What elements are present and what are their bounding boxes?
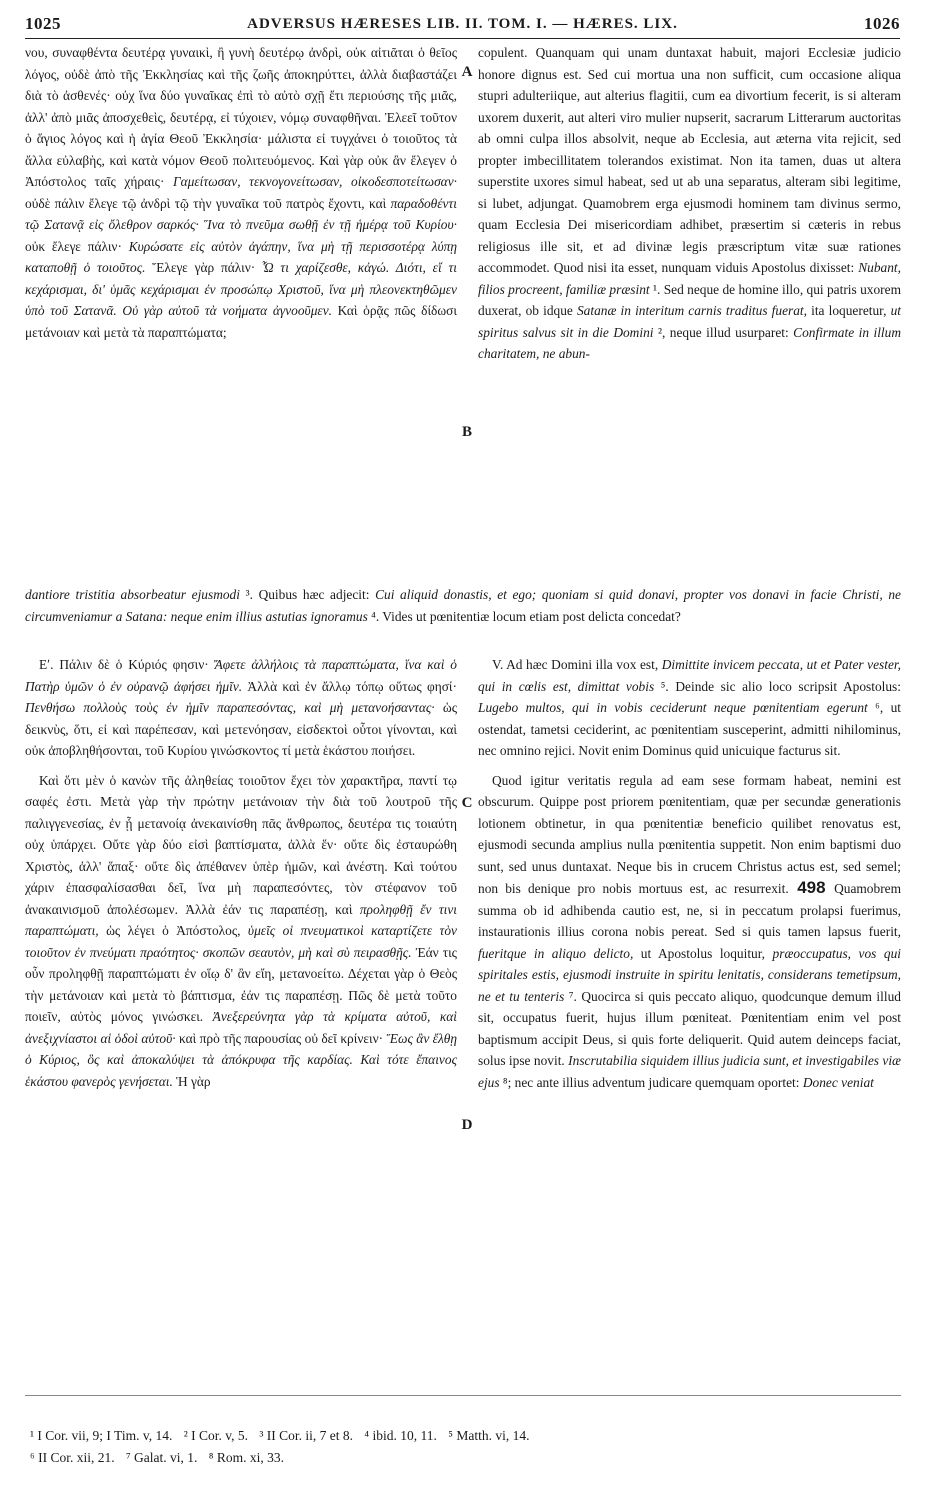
greek-column-lower xyxy=(25,654,457,1092)
latin-paragraph-1: copulent. Quanquam qui unam duntaxat habuit, majori Ecclesiæ judicio honore dignus est. Sed cui mortua una non sufficit, cum occasione aliqua stupri adulteriique, aut alterius flagitii, cum ea divortium fecerit, is si alteram uxorem duxerit, aut alteri viro mulier nupserit, sacrarum Litterarum auctoritas ab omni culpa illos absolvit, neque ab Ecclesia, aut æterna vita rejicit, sed propter imbecillitatem tolerandos existimat. Non ita tamen, duas ut altera superstite uxores simul habeat, sed ut ab una separatus, alteram sibi legitime, si lubet, adjungat. Quamobrem erga ejusmodi hominem tam divinus sermo, quam Ecclesia Dei misericordiam adhibet, præsertim si cæteris in rebus religiosus ille sit, et ad divinæ legis præscriptum vitæ suæ rationes accommodet. Quod nisi ita esset, nunquam viduis Apostolus dixisset: Nubant, filios procreent, familiæ præsint ¹. Sed neque de homine illo, qui patris uxorem duxerat, ob idque Satanæ in interitum carnis traditus fuerat, ita loqueretur, ut spiritus salvus sit in die Domini ², neque illud usurparet: Confirmate in illum charitatem, ne abun- xyxy=(478,45,902,361)
footnote-1: ¹ I Cor. vii, 9; I Tim. v, 14. xyxy=(30,1428,173,1443)
footnote-7: ⁷ Galat. vi, 1. xyxy=(125,1450,198,1465)
greek-paragraph-2: Εʹ. Πάλιν δὲ ὁ Κύριός φησιν· Ἄφετε ἀλλήλοις τὰ παραπτώματα, ἵνα καὶ ὁ Πατὴρ ὑμῶν ὁ ἐν οὐρανῷ ἀφήσει ἡμῖν. Ἀλλὰ καὶ ἐν ἄλλῳ τόπῳ οὕτως φησί· Πενθήσω πολλοὺς τοὺς ἐν ἡμῖν παραπεσόντας, καὶ μὴ μετανοήσαντας· ὡς δεικνὺς, ὅτι, εἰ καὶ παρέπεσαν, καὶ μετενόησαν, εἰσδεκτοὶ οὗτοι γίνονται, καὶ οὐκ ἀποβληθήσονται, τοῦ Κυρίου γινώσκοντος τί μετὰ ἑκάστου ποιήσει. xyxy=(25,657,457,758)
latin-paragraph-3: Quod igitur veritatis regula ad eam sese formam habeat, nemini est obscurum. Quippe post priorem pœnitentiam, quæ per secundæ generationis lotionem obtinetur, in qua pœnitentiæ beneficio quilibet renovatus est, ejusmodi secunda amplius nulla pœnitentia suppetit. Non enim baptismi duo sunt, sed unus duntaxat. Neque bis in crucem Christus actus est, sed semel; non bis denique pro nobis mortuus est, ac resurrexit. 498 Quamobrem summa ob id adhibenda cautio est, ne, si in peccatum prolapsi fuerimus, instaurationis illius corona nobis pereat. Sed si quis tamen lapsus fuerit, fueritque in aliquo delicto, ut Apostolus loquitur, præoccupatus, vos qui spiritales estis, ejusmodi instruite in spiritu lenitatis, considerans temetipsum, ne et tu tenteris ⁷. Quocirca si quis peccato aliquo, quodcunque demum illud sit, occupatus fuerit, hujus illum pœniteat. Pœnitentiam enim vel post baptismum accipit Deus, si quis forte deliquerit. Quid autem deinceps faciat, solus ipse novit. Inscrutabilia siquidem illius judicia sunt, et investigabiles viæ ejus ⁸; nec ante illius adventum judicare quemquam oportet: Donec veniat xyxy=(478,772,902,1090)
running-header xyxy=(25,10,900,39)
right-column-number: 1026 xyxy=(864,14,900,33)
greek-paragraph-3: Καὶ ὅτι μὲν ὁ κανὼν τῆς ἀληθείας τοιοῦτον ἔχει τὸν χαρακτῆρα, παντί τῳ σαφές ἐστι. Μετὰ γὰρ τὴν πρώτην μετάνοιαν τὴν διὰ τοῦ λουτροῦ τῆς παλιγγενεσίας, ἐν ᾗ μετανοίᾳ ἀνεκαινίσθη πᾶς ἄνθρωπος, δευτέρα τις τοιαύτη οὐχ ὑπάρχει. Οὔτε γὰρ δύο εἰσὶ βαπτίσματα, ἀλλὰ ἕν· οὔτε δὶς ἐσταυρώθη Χριστὸς, ἀλλ' ἅπαξ· οὔτε δὶς ἀπέθανεν ὑπὲρ ἡμῶν, καὶ ἀνέστη. Καὶ τούτου χάριν ἐπασφαλίσασθαι δεῖ, ἵνα μὴ παραπεσόντες, τὸν στέφανον τοῦ ἀνακαινισμοῦ ἀπολέσωμεν. Ἀλλὰ ἐάν τις παραπέσῃ, καὶ προληφθῇ ἔν τινι παραπτώματι, ὡς λέγει ὁ Ἀπόστολος, ὑμεῖς οἱ πνευματικοὶ καταρτίζετε τὸν τοιοῦτον ἐν πνεύματι πραότητος· σκοπῶν σεαυτὸν, μὴ καὶ σὺ πειρασθῇς. Ἐάν τις οὖν προληφθῇ παραπτώματι ἐν οἵῳ δ' ἂν εἴη, μετανοείτω. Δέχεται γὰρ ὁ Θεὸς τὴν μετάνοιαν καὶ μετὰ τὸ βάπτισμα, ἐάν τις παραπέσῃ. Πῶς δὲ μετὰ τοῦτο ποιεῖν, αὐτὸς μόνος γινώσκει. Ἀνεξερεύνητα γὰρ τὰ κρίματα αὐτοῦ, καὶ ἀνεξιχνίαστοι αἱ ὁδοὶ αὐτοῦ· καὶ πρὸ τῆς παρουσίας οὐ δεῖ κρίνειν· Ἕως ἂν ἔλθῃ ὁ Κύριος, ὃς καὶ ἀποκαλύψει τὰ ἀπόκρυφα τῆς καρδίας. Καὶ τότε ἔπαινος ἑκάστου φανερὸς γενήσεται. Ἡ γὰρ xyxy=(25,772,457,1089)
footnote-4: ⁴ ibid. 10, 11. xyxy=(364,1428,437,1443)
section-marker-b: B xyxy=(461,424,472,440)
latin-column xyxy=(478,42,901,365)
section-marker-d: D xyxy=(461,1117,473,1133)
greek-paragraph-1: νου, συναφθέντα δευτέρᾳ γυναικὶ, ἢ γυνὴ δευτέρῳ ἀνδρὶ, οὐκ αἰτιᾶται ὁ θεῖος λόγος, οὐδὲ ἀπὸ τῆς Ἐκκλησίας καὶ τῆς ζωῆς ἀποκηρύττει, ἀλλὰ διαβαστάζει διὰ τὸ ἀσθενές· οὐχ ἵνα δύο γυναῖκας ἐπὶ τὸ αὐτὸ σχῇ ἔτι περιούσης τῆς μιᾶς, ἀλλ' ἀπὸ μιᾶς ἀποσχεθεὶς, δευτέρᾳ, εἰ τύχοιεν, νόμῳ συναφθῆναι. Ἐλεεῖ τοῦτον ὁ ἅγιος λόγος καὶ ἡ ἁγία Θεοῦ Ἐκκλησία· μάλιστα εἰ τυγχάνει ὁ τοιοῦτος τὰ ἄλλα εὐλαβὴς, καὶ κατὰ νόμον Θεοῦ πολιτευόμενος. Καὶ γὰρ οὐκ ἂν ἔλεγεν ὁ Ἀπόστολος ταῖς χήραις· Γαμείτωσαν, τεκνογονείτωσαν, οἰκοδεσποτείτωσαν· οὐδὲ πάλιν ἔλεγε τῷ ἀνδρὶ τῷ τὴν γυναῖκα τοῦ πατρὸς ἔχοντι, καὶ παραδοθέντι τῷ Σατανᾷ εἰς ὄλεθρον σαρκός· Ἵνα τὸ πνεῦμα σωθῇ ἐν τῇ ἡμέρᾳ τοῦ Κυρίου· οὐκ ἔλεγε πάλιν· Κυρώσατε εἰς αὐτὸν ἀγάπην, ἵνα μὴ τῇ περισσοτέρᾳ λύπῃ καταποθῇ ὁ τοιοῦτος. Ἔλεγε γὰρ πάλιν· Ὧ τι χαρίζεσθε, κἀγώ. Διότι, εἴ τι κεχάρισμαι, δι' ὑμᾶς κεχάρισμαι ἐν προσώπῳ Χριστοῦ, ἵνα μὴ πλεονεκτηθῶμεν ὑπὸ τοῦ Σατανᾶ. Οὐ γὰρ αὐτοῦ τὰ νοήματα ἀγνοοῦμεν. Καὶ ὁρᾷς πῶς δίδωσι μετάνοιαν καὶ μετὰ τὰ παραπτώματα; xyxy=(25,45,457,340)
footnote-6: ⁶ II Cor. xii, 21. xyxy=(30,1450,115,1465)
footnote-2: ² I Cor. v, 5. xyxy=(183,1428,248,1443)
latin-column-lower xyxy=(478,654,901,1093)
greek-column xyxy=(25,42,457,343)
spanning-continuation: dantiore tristitia absorbeatur ejusmodi ³. Quibus hæc adjecit: Cui aliquid donastis, et ego; quoniam si quid donavi, propter vos donavi in facie Christi, ne circumveniamur a Satana: neque enim illius astutias ignoramus ⁴. Vides ut pœnitentiæ locum etiam post delicta concedat? xyxy=(25,587,901,624)
section-marker-c: C xyxy=(461,795,473,811)
running-title: ADVERSUS HÆRESES LIB. II. TOM. I. — HÆRES. LIX. xyxy=(247,15,678,32)
footnote-rule xyxy=(25,1395,901,1396)
page-marker: 498 xyxy=(788,878,835,897)
footnotes xyxy=(30,1425,900,1469)
footnote-8: ⁸ Rom. xi, 33. xyxy=(208,1450,285,1465)
section-marker-a: A xyxy=(461,64,473,80)
latin-paragraph-2: V. Ad hæc Domini illa vox est, Dimittite invicem peccata, ut et Pater vester, qui in cœlis est, dimittat vobis ⁵. Deinde sic alio loco scripsit Apostolus: Lugebo multos, qui in vobis ceciderunt neque pœnitentiam egerunt ⁶, ut ostendat, tametsi ceciderint, ac pœnitentiam susceperint, admitti nihilominus, nec omnino rejici. Novit enim Dominus quid unicuique facturus sit. xyxy=(478,657,902,758)
left-column-number: 1025 xyxy=(25,14,61,33)
footnote-5: ⁵ Matth. vi, 14. xyxy=(448,1428,530,1443)
footnote-3: ³ II Cor. ii, 7 et 8. xyxy=(259,1428,354,1443)
